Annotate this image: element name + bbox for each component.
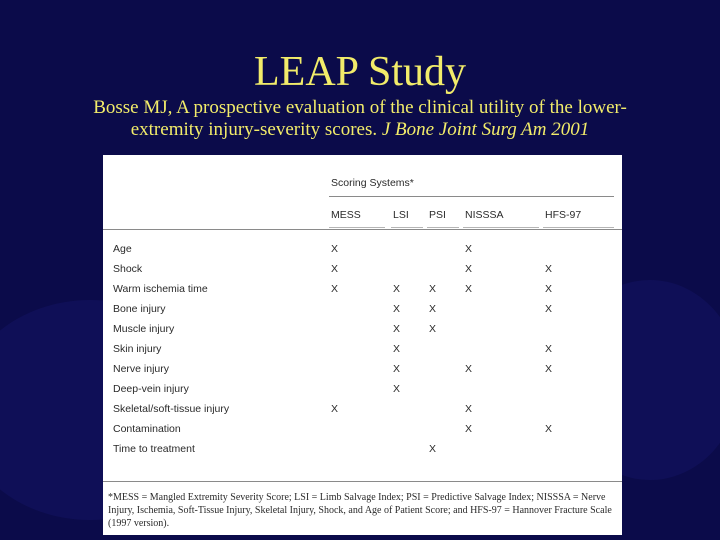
row-label: Skeletal/soft-tissue injury xyxy=(113,403,230,415)
score-mark: X xyxy=(331,243,339,255)
row-label: Muscle injury xyxy=(113,323,175,335)
score-mark: X xyxy=(393,323,401,335)
score-mark: X xyxy=(393,283,401,295)
journal-citation: J Bone Joint Surg Am 2001 xyxy=(381,119,590,140)
score-mark: X xyxy=(465,403,473,415)
score-mark: X xyxy=(393,363,401,375)
score-mark: X xyxy=(429,303,437,315)
score-mark: X xyxy=(545,303,553,315)
row-label: Nerve injury xyxy=(113,363,170,375)
score-mark: X xyxy=(429,443,437,455)
citation-text: Bosse MJ, A prospective evaluation of the clinical utility of the lower-extremity injury-severity scores. xyxy=(93,97,627,140)
column-header-underline xyxy=(329,227,385,228)
column-header-underline xyxy=(463,227,539,228)
group-header: Scoring Systems* xyxy=(331,177,414,189)
score-mark: X xyxy=(393,303,401,315)
score-mark: X xyxy=(545,363,553,375)
score-mark: X xyxy=(545,283,553,295)
scoring-systems-table xyxy=(103,155,622,535)
score-mark: X xyxy=(393,343,401,355)
column-header-nisssa: NISSSA xyxy=(465,209,504,221)
table-bottom-rule xyxy=(103,481,622,482)
score-mark: X xyxy=(331,263,339,275)
column-header-mess: MESS xyxy=(331,209,361,221)
score-mark: X xyxy=(393,383,401,395)
slide-title: LEAP Study xyxy=(254,49,466,95)
score-mark: X xyxy=(465,263,473,275)
column-header-rule xyxy=(103,229,622,230)
score-mark: X xyxy=(429,323,437,335)
group-header-rule xyxy=(329,196,614,197)
column-header-hfs-97: HFS-97 xyxy=(545,209,582,221)
slide-subtitle xyxy=(60,97,660,141)
row-label: Warm ischemia time xyxy=(113,283,208,295)
column-header-psi: PSI xyxy=(429,209,446,221)
score-mark: X xyxy=(545,263,553,275)
score-mark: X xyxy=(465,363,473,375)
score-mark: X xyxy=(429,283,437,295)
row-label: Bone injury xyxy=(113,303,166,315)
table-footnote: *MESS = Mangled Extremity Severity Score; LSI = Limb Salvage Index; PSI = Predictive Salvage Index; NISSSA = Nerve Injury, Ischemia, Soft-Tissue Injury, Skeletal Injury, Shock, and Age of Patient Score; and HFS-97 = Hannover Fracture Scale (1997 version). xyxy=(108,492,612,529)
score-mark: X xyxy=(465,423,473,435)
column-header-underline xyxy=(427,227,459,228)
row-label: Shock xyxy=(113,263,143,275)
column-header-underline xyxy=(391,227,423,228)
row-label: Deep-vein injury xyxy=(113,383,189,395)
row-label: Contamination xyxy=(113,423,181,435)
score-mark: X xyxy=(331,403,339,415)
column-header-underline xyxy=(543,227,614,228)
score-mark: X xyxy=(465,243,473,255)
score-mark: X xyxy=(331,283,339,295)
score-mark: X xyxy=(545,423,553,435)
column-header-lsi: LSI xyxy=(393,209,409,221)
row-label: Age xyxy=(113,243,132,255)
score-mark: X xyxy=(465,283,473,295)
row-label: Time to treatment xyxy=(113,443,195,455)
score-mark: X xyxy=(545,343,553,355)
row-label: Skin injury xyxy=(113,343,162,355)
